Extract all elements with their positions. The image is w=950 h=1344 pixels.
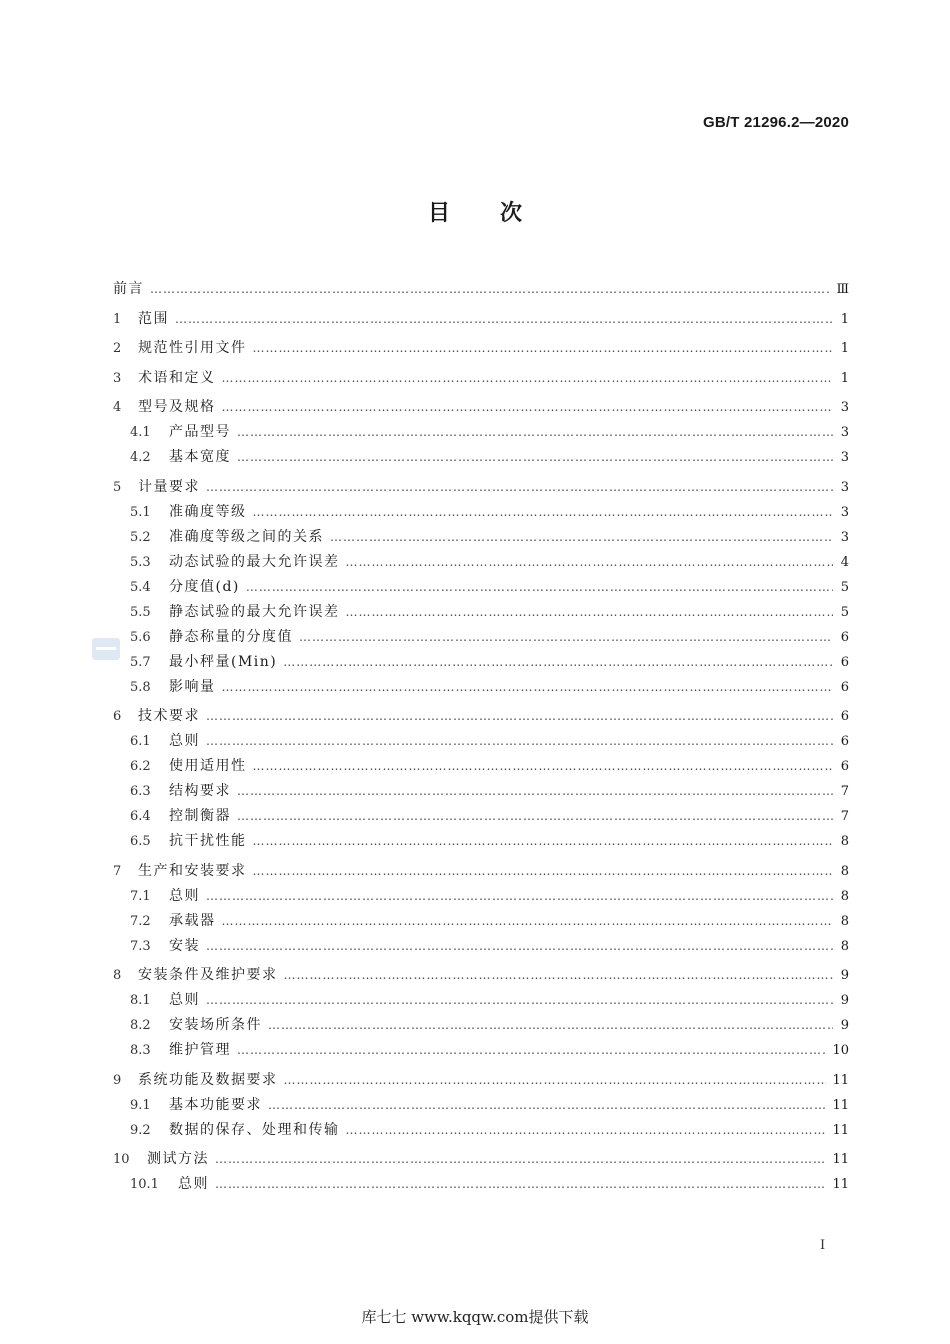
toc-leader-dots bbox=[237, 420, 833, 445]
toc-entry-page: 5 bbox=[840, 579, 849, 595]
toc-entry-number: 8.2 bbox=[130, 1018, 151, 1033]
toc-entry-label: 技术要求 bbox=[138, 708, 200, 724]
toc-entry[interactable] bbox=[113, 550, 849, 575]
toc-entry-page: 3 bbox=[840, 450, 849, 465]
toc-leader-dots bbox=[237, 779, 833, 804]
standard-number: GB/T 21296.2—2020 bbox=[703, 114, 849, 131]
table-of-contents bbox=[113, 277, 849, 1197]
toc-leader-dots bbox=[253, 754, 834, 779]
toc-leader-dots bbox=[215, 1147, 826, 1172]
toc-entry-number: 5.8 bbox=[130, 679, 151, 695]
toc-entry-number: 5 bbox=[113, 479, 122, 495]
toc-entry-number: 7 bbox=[113, 863, 122, 879]
toc-entry-number: 5.4 bbox=[130, 579, 151, 595]
toc-entry[interactable] bbox=[113, 445, 849, 470]
toc-entry-number: 7.1 bbox=[130, 888, 151, 904]
toc-entry-label: 产品型号 bbox=[169, 424, 231, 440]
toc-entry-page: 1 bbox=[840, 341, 849, 356]
toc-entry-label: 总则 bbox=[169, 992, 200, 1008]
toc-entry[interactable] bbox=[113, 336, 849, 361]
toc-entry-label: 安装场所条件 bbox=[169, 1017, 262, 1033]
toc-entry-number: 7.2 bbox=[130, 913, 151, 929]
toc-entry-label: 范围 bbox=[138, 310, 169, 327]
toc-entry-label: 影响量 bbox=[169, 678, 216, 695]
toc-entry[interactable] bbox=[113, 934, 849, 959]
toc-leader-dots bbox=[284, 963, 834, 988]
toc-entry-page: 3 bbox=[840, 400, 849, 415]
toc-leader-dots bbox=[299, 625, 833, 650]
toc-entry-page: 10 bbox=[832, 1043, 849, 1058]
toc-leader-dots bbox=[175, 307, 833, 332]
toc-leader-dots bbox=[283, 650, 833, 675]
toc-entry[interactable] bbox=[113, 1038, 849, 1063]
toc-entry-label: 基本功能要求 bbox=[169, 1096, 262, 1113]
toc-entry-label: 安装 bbox=[169, 937, 200, 954]
toc-leader-dots bbox=[237, 804, 833, 829]
download-source-text: 库七七 www.kqqw.com提供下载 bbox=[361, 1308, 589, 1326]
toc-leader-dots bbox=[246, 575, 833, 600]
toc-entry-page: 3 bbox=[840, 479, 849, 495]
toc-entry-page: 9 bbox=[840, 968, 849, 983]
toc-entry-label: 抗干扰性能 bbox=[169, 833, 247, 849]
toc-entry[interactable] bbox=[113, 366, 849, 391]
toc-entry[interactable] bbox=[113, 395, 849, 420]
toc-entry-label: 使用适用性 bbox=[169, 758, 247, 774]
toc-entry-label: 测试方法 bbox=[147, 1151, 209, 1167]
toc-entry[interactable] bbox=[113, 1093, 849, 1118]
toc-entry-label: 基本宽度 bbox=[169, 449, 231, 465]
toc-entry[interactable] bbox=[113, 729, 849, 754]
toc-entry-page: 1 bbox=[840, 311, 849, 327]
toc-entry[interactable] bbox=[113, 988, 849, 1013]
toc-entry-number: 9.1 bbox=[130, 1097, 151, 1113]
toc-leader-dots bbox=[206, 884, 833, 909]
toc-entry[interactable] bbox=[113, 525, 849, 550]
toc-entry-number: 8.1 bbox=[130, 993, 151, 1008]
toc-entry-number: 6.2 bbox=[130, 759, 151, 774]
toc-entry-label: 型号及规格 bbox=[138, 399, 216, 415]
toc-entry-number: 6.1 bbox=[130, 734, 151, 749]
toc-entry[interactable] bbox=[113, 307, 849, 332]
toc-entry-label: 维护管理 bbox=[169, 1042, 231, 1058]
toc-entry-label: 最小秤量(Min) bbox=[169, 653, 278, 670]
toc-entry-page: 4 bbox=[840, 554, 849, 570]
toc-entry-page: 11 bbox=[832, 1152, 849, 1167]
toc-entry-label: 生产和安装要求 bbox=[138, 862, 247, 879]
toc-leader-dots bbox=[206, 729, 833, 754]
toc-entry-page: 7 bbox=[840, 784, 849, 799]
toc-entry-label: 结构要求 bbox=[169, 783, 231, 799]
toc-leader-dots bbox=[253, 336, 834, 361]
toc-entry-label: 静态试验的最大允许误差 bbox=[169, 603, 340, 620]
toc-entry-page: 8 bbox=[840, 863, 849, 879]
toc-entry[interactable] bbox=[113, 884, 849, 909]
toc-entry-label: 前言 bbox=[113, 281, 144, 297]
toc-entry-label: 规范性引用文件 bbox=[138, 340, 247, 356]
toc-entry-number: 5.7 bbox=[130, 654, 151, 670]
toc-entry-label: 术语和定义 bbox=[138, 369, 216, 386]
toc-entry-page: 5 bbox=[840, 604, 849, 620]
toc-entry[interactable] bbox=[113, 704, 849, 729]
toc-entry-page: 8 bbox=[840, 913, 849, 929]
toc-entry[interactable] bbox=[113, 277, 849, 302]
toc-entry-page: 6 bbox=[840, 734, 849, 749]
toc-entry-label: 控制衡器 bbox=[169, 808, 231, 824]
toc-entry-page: 11 bbox=[832, 1097, 849, 1113]
toc-entry-page: 11 bbox=[832, 1122, 849, 1138]
toc-entry-page: 11 bbox=[832, 1072, 849, 1088]
toc-entry-page: 6 bbox=[840, 679, 849, 695]
toc-leader-dots bbox=[222, 395, 834, 420]
toc-entry-number: 5.5 bbox=[130, 604, 151, 620]
toc-entry[interactable] bbox=[113, 1147, 849, 1172]
toc-entry[interactable] bbox=[113, 1172, 849, 1197]
toc-entry[interactable] bbox=[113, 1118, 849, 1143]
toc-entry-page: 8 bbox=[840, 834, 849, 849]
toc-leader-dots bbox=[222, 366, 834, 391]
toc-leader-dots bbox=[253, 859, 834, 884]
toc-entry-label: 系统功能及数据要求 bbox=[138, 1071, 278, 1088]
toc-entry-label: 总则 bbox=[178, 1176, 209, 1192]
toc-entry-label: 总则 bbox=[169, 733, 200, 749]
toc-entry-number: 5.3 bbox=[130, 554, 151, 570]
toc-entry-page: 7 bbox=[840, 809, 849, 824]
toc-entry-page: 1 bbox=[840, 370, 849, 386]
toc-entry[interactable] bbox=[113, 909, 849, 934]
page-title: 目次 bbox=[427, 200, 572, 226]
toc-entry-page: 8 bbox=[840, 888, 849, 904]
toc-entry-page: 3 bbox=[840, 504, 849, 520]
toc-entry-number: 2 bbox=[113, 341, 122, 356]
toc-entry-number: 6.4 bbox=[130, 809, 151, 824]
toc-entry-page: Ⅲ bbox=[836, 282, 849, 297]
toc-entry-page: 8 bbox=[840, 938, 849, 954]
toc-leader-dots bbox=[268, 1013, 833, 1038]
toc-entry-number: 10.1 bbox=[130, 1177, 159, 1192]
toc-leader-dots bbox=[346, 550, 834, 575]
toc-leader-dots bbox=[330, 525, 833, 550]
toc-entry-label: 静态称量的分度值 bbox=[169, 628, 293, 645]
toc-entry-number: 5.6 bbox=[130, 629, 151, 645]
toc-entry-number: 10 bbox=[113, 1152, 130, 1167]
toc-entry-number: 9.2 bbox=[130, 1122, 151, 1138]
toc-leader-dots bbox=[237, 445, 833, 470]
toc-entry[interactable] bbox=[113, 420, 849, 445]
toc-entry-number: 7.3 bbox=[130, 938, 151, 954]
toc-entry[interactable] bbox=[113, 625, 849, 650]
toc-entry[interactable] bbox=[113, 500, 849, 525]
toc-entry-label: 承载器 bbox=[169, 912, 216, 929]
toc-leader-dots bbox=[237, 1038, 826, 1063]
toc-entry-label: 总则 bbox=[169, 887, 200, 904]
toc-entry-number: 4 bbox=[113, 400, 122, 415]
toc-entry-label: 分度值(d) bbox=[169, 578, 240, 595]
toc-entry-number: 3 bbox=[113, 370, 122, 386]
toc-entry-number: 8 bbox=[113, 968, 122, 983]
toc-entry[interactable] bbox=[113, 859, 849, 884]
toc-entry-number: 1 bbox=[113, 311, 122, 327]
toc-entry-label: 动态试验的最大允许误差 bbox=[169, 553, 340, 570]
toc-entry-label: 准确度等级 bbox=[169, 503, 247, 520]
toc-leader-dots bbox=[268, 1093, 826, 1118]
toc-entry-page: 6 bbox=[840, 629, 849, 645]
toc-leader-dots bbox=[346, 600, 834, 625]
toc-entry-page: 6 bbox=[840, 654, 849, 670]
toc-leader-dots bbox=[206, 988, 833, 1013]
toc-entry-label: 计量要求 bbox=[138, 478, 200, 495]
toc-entry-page: 9 bbox=[840, 993, 849, 1008]
toc-leader-dots bbox=[150, 277, 830, 302]
toc-leader-dots bbox=[215, 1172, 826, 1197]
toc-entry[interactable] bbox=[113, 804, 849, 829]
page-number: I bbox=[820, 1238, 826, 1253]
toc-leader-dots bbox=[206, 704, 833, 729]
toc-entry-number: 4.1 bbox=[130, 425, 151, 440]
toc-leader-dots bbox=[206, 934, 833, 959]
toc-entry[interactable] bbox=[113, 575, 849, 600]
toc-entry-number: 5.1 bbox=[130, 504, 151, 520]
toc-entry-label: 数据的保存、处理和传输 bbox=[169, 1121, 340, 1138]
toc-entry-label: 安装条件及维护要求 bbox=[138, 967, 278, 983]
toc-entry[interactable] bbox=[113, 754, 849, 779]
toc-entry[interactable] bbox=[113, 475, 849, 500]
toc-entry[interactable] bbox=[113, 829, 849, 854]
toc-entry[interactable] bbox=[113, 650, 849, 675]
toc-entry-label: 准确度等级之间的关系 bbox=[169, 528, 324, 545]
toc-leader-dots bbox=[222, 675, 834, 700]
toc-leader-dots bbox=[253, 500, 834, 525]
toc-leader-dots bbox=[284, 1068, 827, 1093]
toc-entry[interactable] bbox=[113, 1013, 849, 1038]
toc-leader-dots bbox=[346, 1118, 827, 1143]
toc-entry-number: 6 bbox=[113, 709, 122, 724]
toc-leader-dots bbox=[253, 829, 834, 854]
toc-entry[interactable] bbox=[113, 963, 849, 988]
toc-entry-number: 9 bbox=[113, 1072, 122, 1088]
toc-entry[interactable] bbox=[113, 675, 849, 700]
toc-entry-page: 6 bbox=[840, 759, 849, 774]
toc-entry-number: 8.3 bbox=[130, 1043, 151, 1058]
toc-entry-number: 6.3 bbox=[130, 784, 151, 799]
toc-leader-dots bbox=[222, 909, 834, 934]
toc-entry[interactable] bbox=[113, 1068, 849, 1093]
toc-entry-page: 3 bbox=[840, 529, 849, 545]
toc-entry[interactable] bbox=[113, 779, 849, 804]
toc-leader-dots bbox=[206, 475, 833, 500]
toc-entry[interactable] bbox=[113, 600, 849, 625]
toc-entry-page: 3 bbox=[840, 425, 849, 440]
toc-entry-page: 11 bbox=[832, 1177, 849, 1192]
toc-entry-number: 4.2 bbox=[130, 450, 151, 465]
toc-entry-number: 6.5 bbox=[130, 834, 151, 849]
toc-entry-number: 5.2 bbox=[130, 529, 151, 545]
toc-entry-page: 9 bbox=[840, 1018, 849, 1033]
toc-entry-page: 6 bbox=[840, 709, 849, 724]
